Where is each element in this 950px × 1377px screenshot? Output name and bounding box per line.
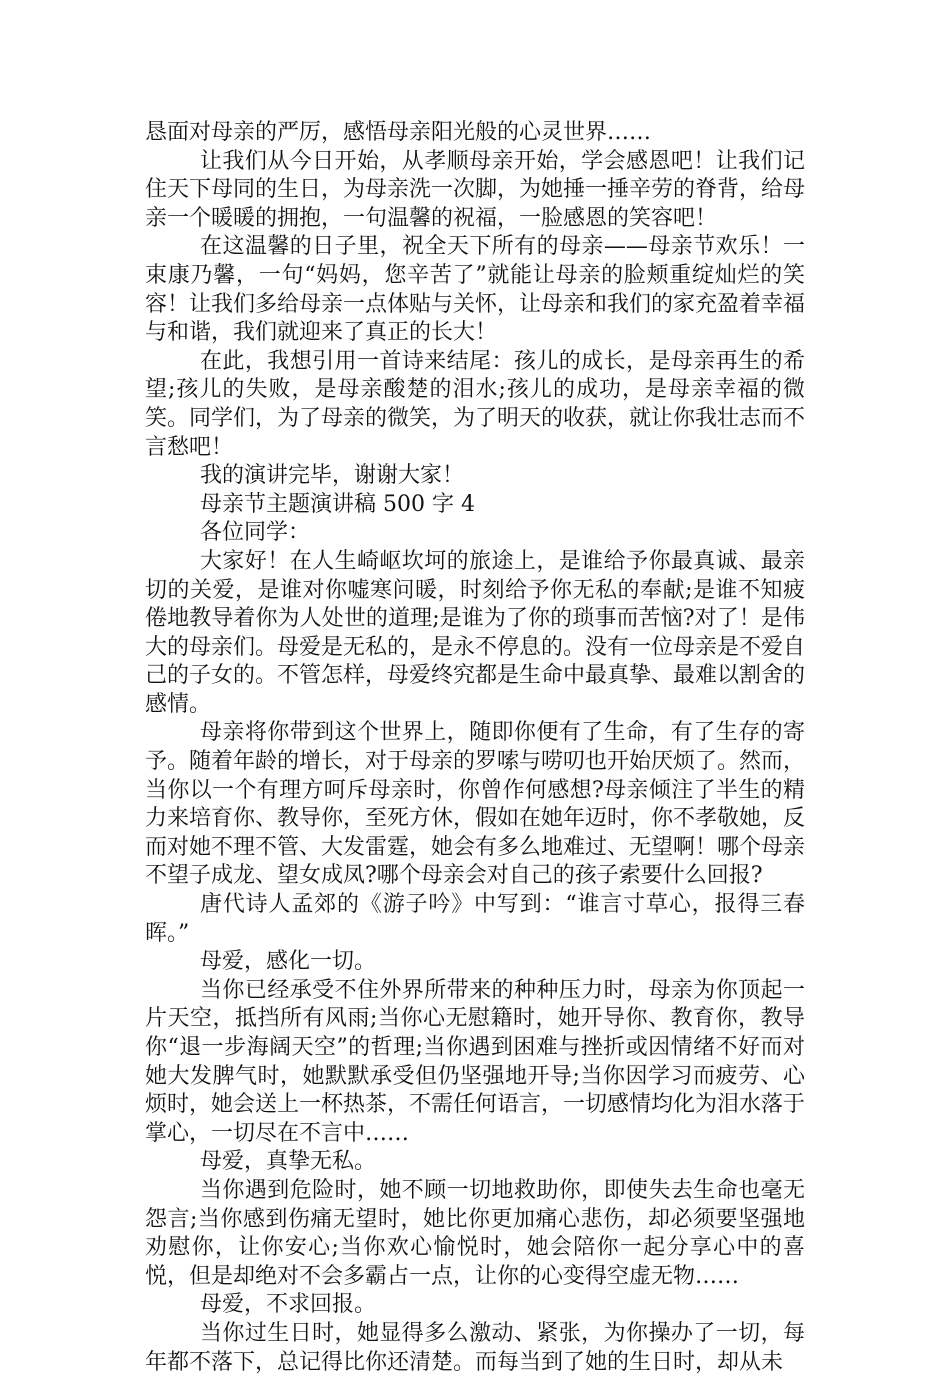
paragraph: 让我们从今日开始，从孝顺母亲开始，学会感恩吧！让我们记住天下母同的生日，为母亲洗一次脚，为她捶一捶辛劳的脊背，给母亲一个暖暖的拥抱，一句温馨的祝福，一脸感恩的笑容吧！ [145,148,806,231]
paragraph: 母亲将你带到这个世界上，随即你便有了生命，有了生存的寄予。随着年龄的增长，对于母亲的罗嗦与唠叨也开始厌烦了。然而，当你以一个有理方呵斥母亲时，你曾作何感想?母亲倾注了半生的精力来培育你、教导你，至死方休，假如在她年迈时，你不孝敬她，反而对她不理不管、大发雷霆，她会有多么地难过、无望啊！哪个母亲不望子成龙、望女成凤?哪个母亲会对自己的孩子索要什么回报? [145,720,806,889]
paragraph: 在这温馨的日子里，祝全天下所有的母亲——母亲节欢乐！一束康乃馨，一句“妈妈，您辛苦了”就能让母亲的脸颊重绽灿烂的笑容！让我们多给母亲一点体贴与关怀，让母亲和我们的家充盈着幸福与和谐，我们就迎来了真正的长大！ [145,234,806,346]
paragraph: 在此，我想引用一首诗来结尾：孩儿的成长，是母亲再生的希望;孩儿的失败，是母亲酸楚的泪水;孩儿的成功，是母亲幸福的微笑。同学们，为了母亲的微笑，为了明天的收获，就让你我壮志而不言愁吧！ [145,348,806,460]
paragraph: 大家好！在人生崎岖坎坷的旅途上，是谁给予你最真诚、最亲切的关爱，是谁对你嘘寒问暖，时刻给予你无私的奉献;是谁不知疲倦地教导着你为人处世的道理;是谁为了你的琐事而苦恼?对了！是伟大的母亲们。母爱是无私的，是永不停息的。没有一位母亲是不爱自己的子女的。不管怎样，母爱终究都是生命中最真挚、最难以割舍的感情。 [145,548,806,717]
salutation: 各位同学： [200,520,311,546]
document-body [145,119,805,1377]
paragraph: 当你过生日时，她显得多么激动、紧张，为你操办了一切，每年都不落下，总记得比你还清楚。而每当到了她的生日时，却从未 [145,1320,805,1375]
paragraph: 我的演讲完毕，谢谢大家！ [200,463,465,489]
paragraph: 恳面对母亲的严厉，感悟母亲阳光般的心灵世界…… [145,120,652,145]
paragraph: 当你遇到危险时，她不顾一切地救助你，即使失去生命也毫无怨言;当你感到伤痛无望时，她比你更加痛心悲伤，却必须要坚强地劝慰你，让你安心;当你欢心愉悦时，她会陪你一起分享心中的喜悦，但是却绝对不会多霸占一点，让你的心变得空虚无物…… [145,1177,805,1289]
paragraph: 唐代诗人孟郊的《游子吟》中写到：“谁言寸草心，报得三春晖。” [145,892,805,946]
paragraph: 母爱，真挚无私。 [200,1149,377,1175]
paragraph: 当你已经承受不住外界所带来的种种压力时，母亲为你顶起一片天空，抵挡所有风雨;当你心无慰籍时，她开导你、教育你，教导你“退一步海阔天空”的哲理;当你遇到困难与挫折或因情绪不好而对她大发脾气时，她默默承受但仍坚强地开导;当你因学习而疲劳、心烦时，她会送上一杯热茶，不需任何语言，一切感情均化为泪水落于掌心，一切尽在不言中…… [145,977,806,1146]
paragraph: 母爱，感化一切。 [200,949,377,975]
paragraph: 母爱，不求回报。 [200,1292,377,1318]
section-heading: 母亲节主题演讲稿 500 字 4 [200,491,475,517]
